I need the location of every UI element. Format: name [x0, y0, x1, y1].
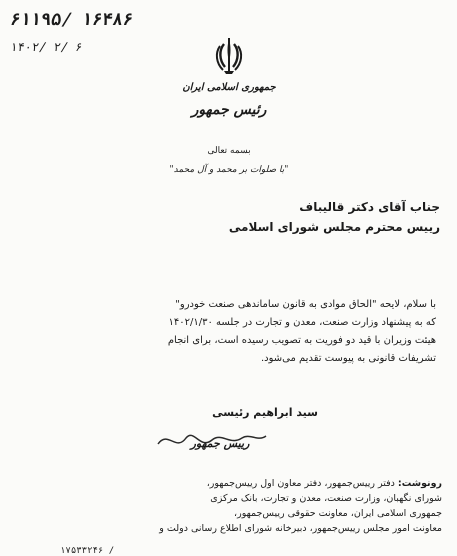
iran-emblem-icon — [213, 36, 245, 76]
salutation: "با صلوات بر محمد و آل محمد" — [169, 165, 289, 175]
signer-title: رییس جمهور — [190, 437, 250, 450]
body-line: با سلام، لایحه "الحاق موادی به قانون ساماندهی صنعت خودرو" — [175, 299, 436, 310]
letter-body — [54, 296, 436, 386]
copies-line: معاونت امور مجلس رییس‌جمهور، دبیرخانه شورای اطلاع رسانی دولت و — [159, 523, 442, 534]
body-line: که به پیشنهاد وزارت صنعت، معدن و تجارت در جلسه ۱۴۰۲/۱/۳۰ — [168, 317, 436, 328]
office-name: رئیس جمهور — [191, 102, 267, 118]
signer-name: سید ابراهیم رئیسی — [212, 406, 318, 419]
copies-text: دفتر رییس‌جمهور، دفتر معاون اول رییس‌جمهور، — [206, 478, 395, 489]
copies-block — [40, 476, 442, 556]
recipient-name: جناب آقای دکتر قالیباف — [299, 200, 440, 214]
copies-label: رونوشت: — [397, 478, 442, 489]
copies-line: شورای نگهبان، وزارت صنعت، معدن و تجارت، بانک مرکزی — [210, 493, 442, 504]
copies-line: جمهوری اسلامی ایران، معاونت حقوقی رییس‌جمهور، — [234, 508, 442, 519]
letter-date: ۱۴۰۲/ ۲/ ۶ — [9, 40, 84, 54]
country-name: جمهوری اسلامی ایران — [182, 82, 276, 93]
recipient-title: رییس محترم مجلس شورای اسلامی — [228, 220, 440, 234]
body-line: هیئت وزیران با قید دو فوریت به تصویب رسیده است، برای انجام — [167, 335, 436, 346]
tracking-number: ۱۷۵۳۳۲۴۶ / — [60, 546, 115, 556]
body-line: تشریفات قانونی به پیوست تقدیم می‌شود. — [260, 353, 436, 364]
invocation: بسمه تعالی — [207, 146, 251, 156]
reference-number: ۶۱۱۹۵/ ۱۶۴۸۶ — [8, 10, 135, 30]
copies-line — [40, 476, 442, 491]
